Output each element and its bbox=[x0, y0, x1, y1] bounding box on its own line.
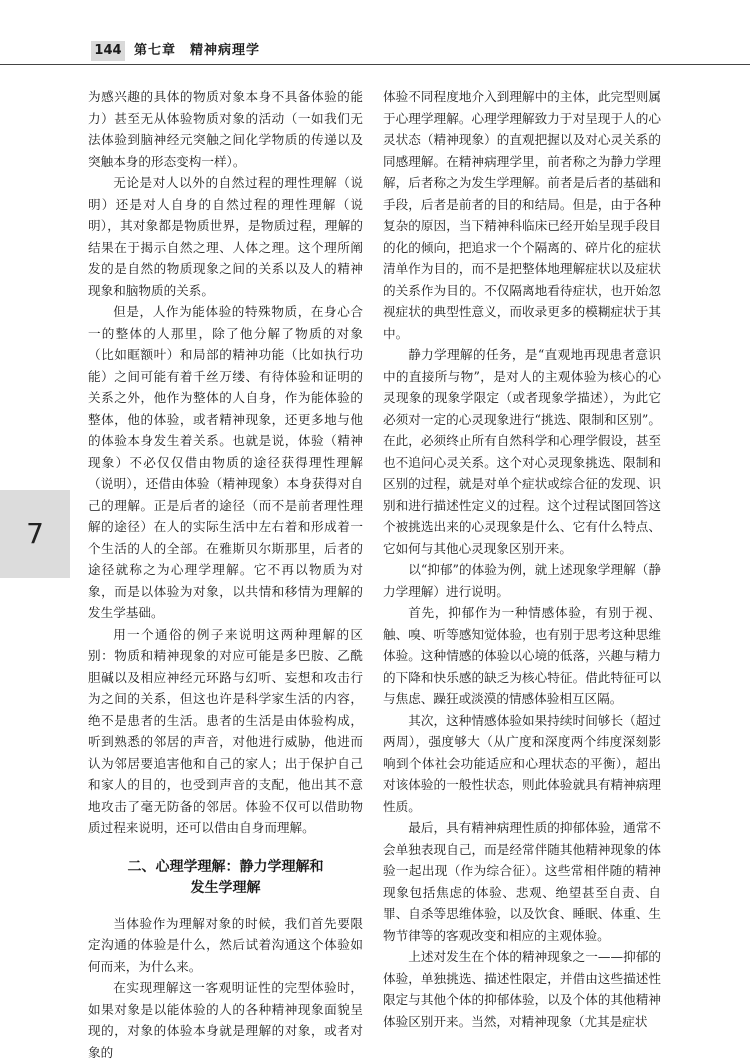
chapter-thumb-tab: 7 bbox=[0, 490, 70, 578]
paragraph: 体验不同程度地介入到理解中的主体，此完型则属于心理学理解。心理学理解致力于对呈现于人的心灵状态（精神现象）的直观把握以及对心灵关系的同感理解。在精神病理学里，前者称之为静力学理解，后者称之为发生学理解。前者是后者的基础和手段，后者是前者的目的和结局。但是，由于各种复杂的原因，当下精神科临床已经开始呈现手段目的化的倾向，把追求一个个隔离的、碎片化的症状清单作为目的，而不是把整体地理解症状以及症状的关系作为目的。不仅隔离地看待症状，也开始忽视症状的典型性意义，而收录更多的模糊症状于其中。 bbox=[383, 89, 661, 341]
paragraph: 最后，具有精神病理性质的抑郁体验，通常不会单独表现自己，而是经常伴随其他精神现象的体验一起出现（作为综合征）。这些常相伴随的精神现象包括焦虑的体验、悲观、绝望甚至自责、自罪、自杀等思维体验，以及饮食、睡眠、体重、生物节律等的客观改变和相应的主观体验。 bbox=[383, 820, 661, 943]
section-heading-line1: 二、心理学理解：静力学理解和 bbox=[127, 858, 324, 875]
paragraph: 在实现理解这一客观明证性的完型体验时，如果对象是以能体验的人的各种精神现象面貌呈现的，对象的体验本身就是理解的对象，或者对象的 bbox=[88, 980, 363, 1060]
paragraph: 上述对发生在个体的精神现象之一——抑郁的体验，单独挑选、描述性限定，并借由这些描述性限定与其他个体的抑郁体验，以及个体的其他精神体验区别开来。当然，对精神现象（尤其是症状 bbox=[383, 949, 661, 1029]
paragraph: 用一个通俗的例子来说明这两种理解的区别：物质和精神现象的对应可能是多巴胺、乙酰胆碱以及相应神经元环路与幻听、妄想和攻击行为之间的关系，但这也许是科学家生活的内容，绝不是患者的生活。患者的生活是由体验构成，听到熟悉的邻居的声音，对他进行威胁，他进而认为邻居要追害他和自己的家人；出于保护自己和家人的目的，也受到声音的支配，他出其不意地攻击了毫无防备的邻居。体验不仅可以借助物质过程来说明，还可以借由自身而理解。 bbox=[88, 626, 363, 835]
paragraph: 以“抑郁”的体验为例，就上述现象学理解（静力学理解）进行说明。 bbox=[383, 562, 661, 599]
paragraph: 首先，抑郁作为一种情感体验，有别于视、触、嗅、听等感知觉体验，也有别于思考这种思维体验。这种情感的体验以心境的低落，兴趣与精力的下降和快乐感的缺乏为核心特征。借此特征可以与焦虑、躁狂或淡漠的情感体验相互区隔。 bbox=[383, 605, 661, 706]
paragraph: 无论是对人以外的自然过程的理性理解（说明）还是对人自身的自然过程的理性理解（说明），其对象都是物质世界，是物质过程，理解的结果在于揭示自然之理、人体之理。这个理所阐发的是自然的物质现象之间的关系以及人的精神现象和脑物质的关系。 bbox=[88, 175, 363, 298]
page-number: 144 bbox=[91, 41, 125, 61]
right-column bbox=[383, 86, 661, 1032]
paragraph: 为感兴趣的具体的物质对象本身不具备体验的能力）甚至无从体验物质对象的活动（一如我们无法体验到脑神经元突触之间化学物质的传递以及突触本身的形态变构一样）。 bbox=[88, 89, 363, 169]
paragraph: 但是，人作为能体验的特殊物质，在身心合一的整体的人那里，除了他分解了物质的对象（比如眶额叶）和局部的精神功能（比如执行功能）之间可能有着千丝万缕、有待体验和证明的关系之外，他作为整体的人自身，作为能体验的整体，他的体验，或者精神现象，还更多地与他的体验本身发生着关系。也就是说，体验（精神现象）不必仅仅借由物质的途径获得理性理解（说明），还借由体验（精神现象）本身获得对自己的理解。正是后者的途径（而不是前者理性理解的途径）在人的实际生活中左右着和形成着一个生活的人的全部。在雅斯贝尔斯那里，后者的途径就称之为心理学理解。它不再以物质为对象，而是以体验为对象，以共情和移情为理解的发生学基础。 bbox=[88, 304, 363, 620]
running-head-chapter: 第七章 精神病理学 bbox=[134, 43, 261, 58]
paragraph: 静力学理解的任务，是“直观地再现患者意识中的直接所与物”，是对人的主观体验为核心的心灵现象的现象学限定（或者现象学描述），为此它必须对一定的心灵现象进行“挑选、限制和区别”。在此，必须终止所有自然科学和心理学假设，甚至也不追问心灵关系。这个对心灵现象挑选、限制和区别的过程，就是对单个症状或综合征的发现、识别和进行描述性定义的过程。这个过程试图回答这个被挑选出来的心灵现象是什么、它有什么特点、它如何与其他心灵现象区别开来。 bbox=[383, 347, 661, 556]
left-column bbox=[88, 86, 363, 1063]
section-heading-line2: 发生学理解 bbox=[190, 879, 261, 896]
paragraph: 当体验作为理解对象的时候，我们首先要限定沟通的体验是什么，然后试着沟通这个体验如何而来，为什么来。 bbox=[88, 915, 363, 974]
paragraph: 其次，这种情感体验如果持续时间够长（超过两周），强度够大（从广度和深度两个纬度深刻影响到个体社会功能适应和心理状态的平衡），超出对该体验的一般性状态，则此体验就具有精神病理性质。 bbox=[383, 712, 661, 814]
section-heading bbox=[88, 857, 363, 899]
